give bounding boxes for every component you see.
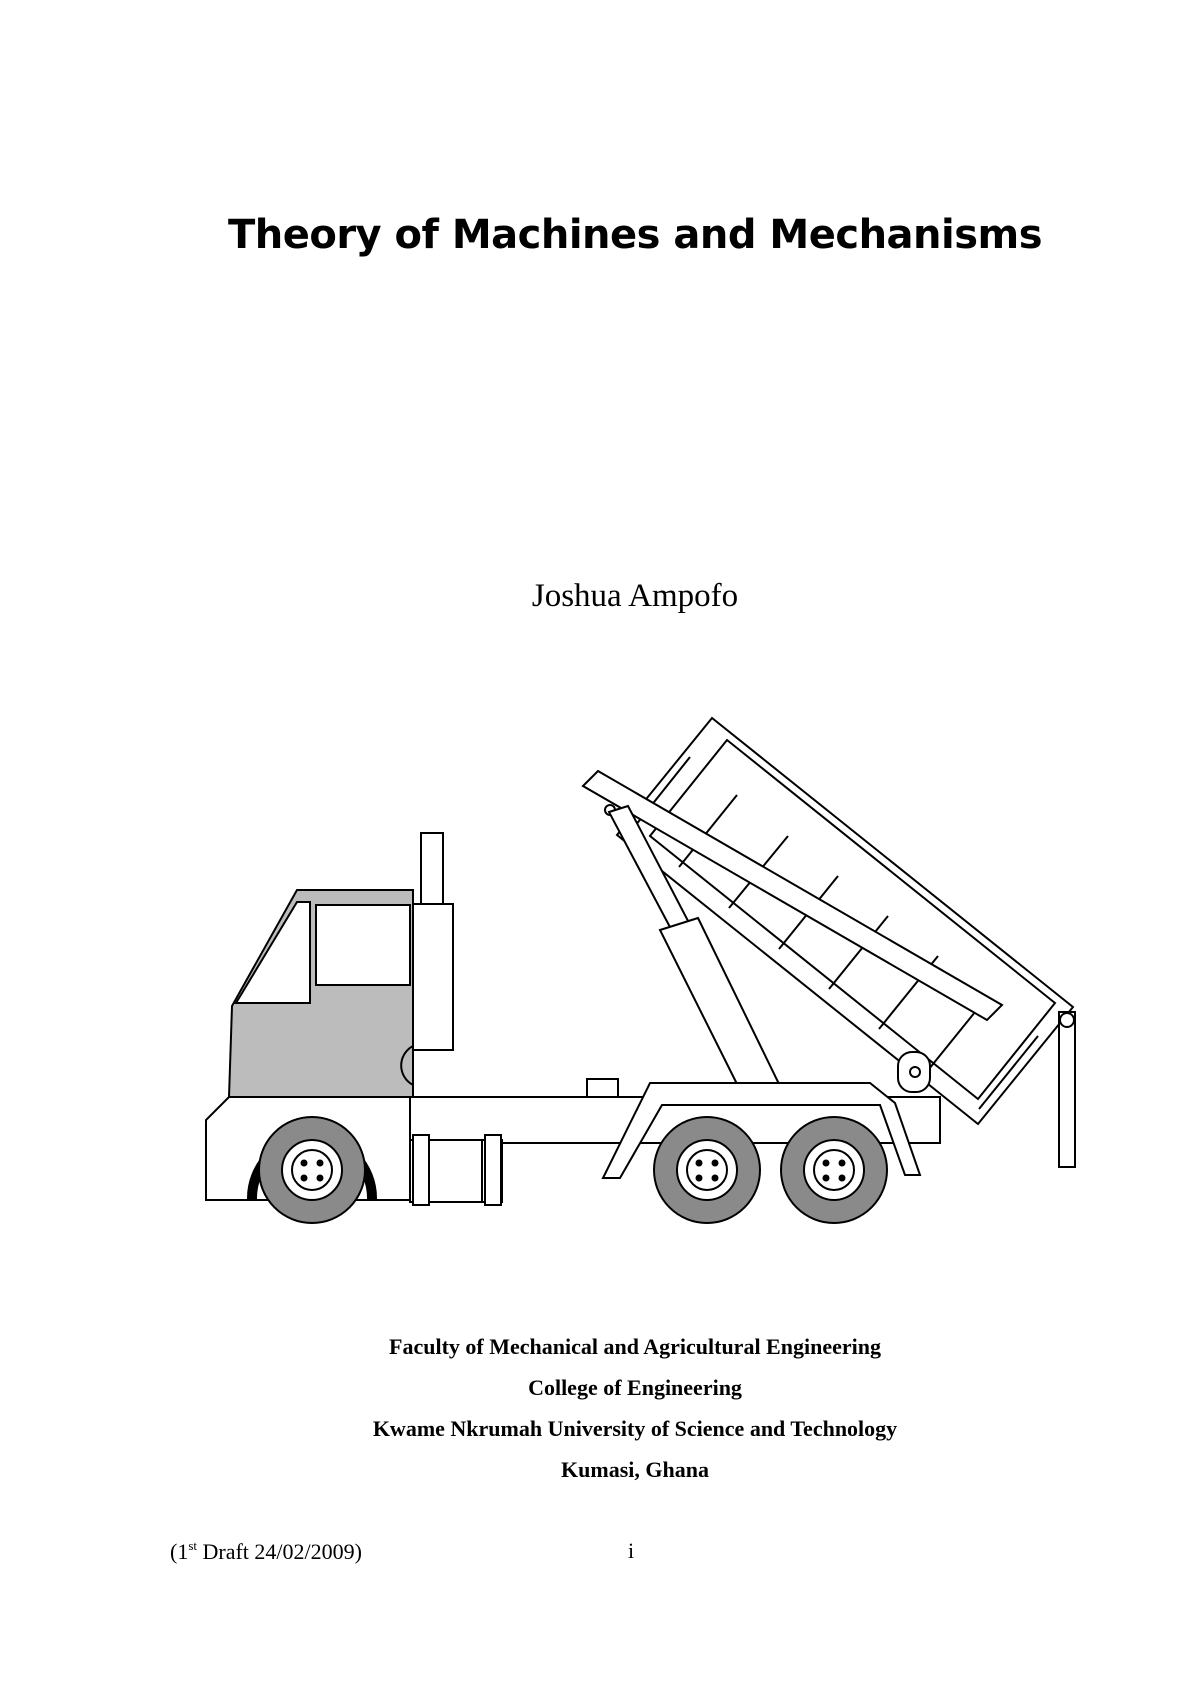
affiliation-college: College of Engineering — [528, 1375, 742, 1400]
affiliation-location: Kumasi, Ghana — [561, 1457, 709, 1482]
front-wheel — [259, 1117, 365, 1223]
draft-note — [170, 1538, 362, 1565]
page-number: i — [628, 1538, 635, 1563]
document-title: Theory of Machines and Mechanisms — [227, 212, 1043, 258]
rear-wheel-1 — [654, 1117, 760, 1223]
dump-truck-illustration — [0, 700, 1200, 1260]
draft-note-date: Draft 24/02/2009) — [197, 1539, 362, 1564]
draft-note-open: (1 — [170, 1539, 189, 1564]
author-name: Joshua Ampofo — [531, 578, 739, 614]
draft-note-superscript: st — [188, 1538, 197, 1553]
truck-cab — [229, 890, 413, 1097]
affiliation-faculty: Faculty of Mechanical and Agricultural Engineering — [389, 1334, 881, 1359]
rear-wheel-2 — [781, 1117, 887, 1223]
affiliation-university: Kwame Nkrumah University of Science and Technology — [372, 1416, 898, 1441]
exhaust-stack — [413, 833, 453, 1050]
tailgate-post — [1059, 1012, 1075, 1167]
